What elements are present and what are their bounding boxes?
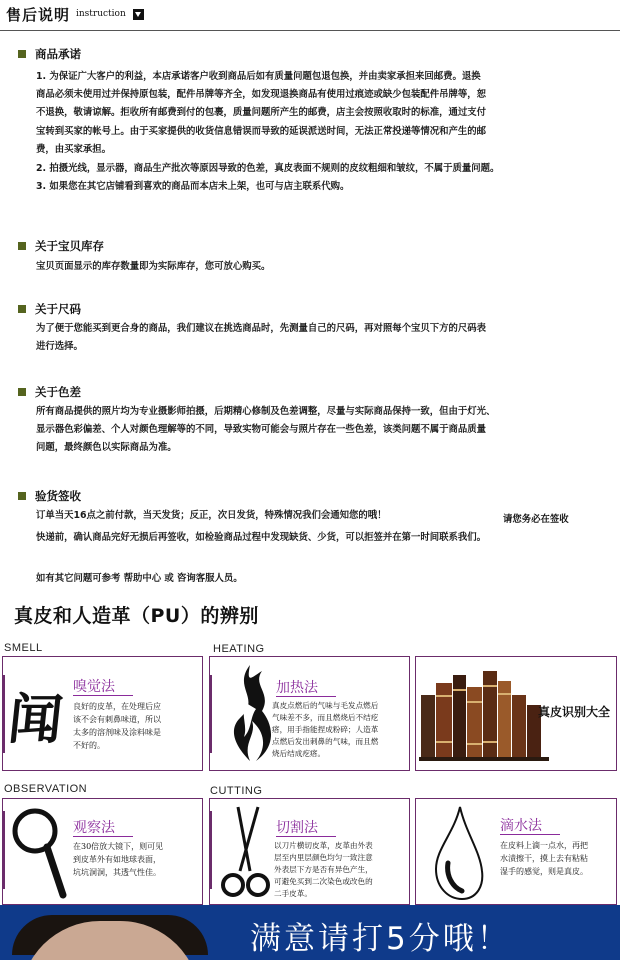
flame-icon [222, 663, 278, 763]
leather-books-label: 真皮识别大全 [538, 705, 611, 719]
dropdown-triangle-icon [133, 9, 144, 20]
heating-title: 加热法 [276, 680, 318, 696]
bullet-square-icon [18, 388, 26, 396]
category-cutting: CUTTING [210, 785, 263, 797]
rating-banner [0, 905, 620, 960]
section-body-color: 所有商品提供的照片均为专业摄影师拍摄，后期精心修制及色差调整，尽量与实际商品保持一致，但由于灯光、 显示器色彩偏差、个人对颜色理解等的不同，导致实物可能会与照片存在一些色差，该类问题不属于商品质量 问题，最终颜色以实际商品为准。 [36, 406, 496, 454]
water-card [415, 798, 617, 905]
cutting-title: 切割法 [276, 820, 318, 836]
receipt-note: 请您务必在签收 [503, 514, 569, 525]
section-body-size: 为了便于您能买到更合身的商品，我们建议在挑选商品时，先测量自己的尺码，再对照每个宝贝下方的尺码表 进行选择。 [36, 323, 487, 353]
water-title: 滴水法 [500, 818, 542, 834]
observation-card [2, 798, 203, 905]
category-observation: OBSERVATION [4, 783, 88, 795]
section-title-stock: 关于宝贝库存 [18, 238, 104, 254]
section-body-promise: 1. 为保证广大客户的利益，本店承诺客户收到商品后如有质量问题包退包换，并由卖家承担来回邮费。退换 商品必须未使用过并保持原包装，配件吊牌等齐全，如发现退换商品有使用过痕迹或缺少包装配件吊牌等，恕 不退换，敬请谅解。拒收所有邮费到付的包裹，质量问题所产生的邮费，店主会按照收取时的标准，通过支付 宝转到买家的帐号上。由于买家提供的收货信息错误而导致的延误派送时间，无法正常投递等情况和产生的邮 费，由买家承担。 2. 拍摄光线，显示器，商品生产批次等原因导致的色差，真皮表面不规则的皮纹粗细和皱纹，不属于质量问题。 3. 如果您在其它店铺看到喜欢的商品而本店未上架，也可与店主联系代购。 [36, 71, 500, 193]
cutting-underline [276, 836, 336, 837]
section-title-receipt: 验货签收 [18, 488, 81, 504]
heating-underline [276, 696, 336, 697]
category-heating: HEATING [213, 643, 265, 655]
bullet-square-icon [18, 492, 26, 500]
section-body-receipt: 订单当天16点之前付款，当天发货；反正，次日发货，特殊情况我们会通知您的哦！ 快递前，确认商品完好无损后再签收，如检验商品过程中发现缺货、少货，可以拒签并在第一时间联系我们。 [36, 510, 487, 544]
section-title-color: 关于色差 [18, 384, 81, 400]
observation-underline [73, 836, 133, 837]
magnifier-icon [9, 803, 69, 903]
header-subtitle: instruction [76, 9, 126, 19]
smell-card [2, 656, 203, 771]
observation-title: 观察法 [73, 820, 115, 836]
banner-text: 满意请打5分哦！ [250, 921, 511, 957]
observation-desc: 在30倍放大镜下，则可见 到皮革外有如地球表面， 坑坑洞洞，其透气性佳。 [73, 842, 164, 877]
water-drop-icon [428, 803, 488, 903]
smell-underline [73, 695, 133, 696]
page-header [0, 0, 620, 32]
scissors-icon [218, 803, 274, 903]
smell-desc: 良好的皮革，在处理后应 该不会有刺鼻味道，所以 太多的溶剂味及涂料味是 不好的。 [73, 702, 161, 750]
header-divider [0, 30, 620, 31]
contact-line: 如有其它问题可参考 帮助中心 或 咨询客服人员。 [36, 573, 243, 584]
cutting-card [209, 798, 410, 905]
leather-books-card [415, 656, 617, 771]
header-title: 售后说明 [6, 6, 71, 24]
section-title-size: 关于尺码 [18, 301, 81, 317]
section-body-stock: 宝贝页面显示的库存数量即为实际库存，您可放心购买。 [36, 261, 271, 272]
water-underline [500, 834, 560, 835]
cutting-desc: 以刀片横切皮革，皮革由外表 层至内里层颜色均匀一致注意 外表层下方是否有异色产生， 可避免买到二次染色或改色的 二手皮革。 [274, 841, 373, 898]
heating-card [209, 656, 410, 771]
bullet-square-icon [18, 305, 26, 313]
smell-title: 嗅觉法 [73, 679, 115, 695]
pu-title: 真皮和人造革（PU）的辨别 [14, 605, 259, 627]
water-desc: 在皮料上滴一点水，再把 水渍擦干，摸上去有粘粘 湿手的感觉，则是真皮。 [500, 841, 588, 876]
bullet-square-icon [18, 50, 26, 58]
leather-books-image [419, 665, 549, 765]
heating-desc: 真皮点燃后的气味与毛发点燃后 气味差不多，而且燃烧后不结疙 瘩，用手指能捏成粉碎；人造革 点燃后发出刺鼻的气味，而且燃 烧后结成疙瘩。 [272, 701, 379, 758]
section-title-promise: 商品承诺 [18, 46, 81, 62]
category-smell: SMELL [4, 642, 43, 654]
smell-glyph: 闻 [5, 687, 66, 751]
bullet-square-icon [18, 242, 26, 250]
